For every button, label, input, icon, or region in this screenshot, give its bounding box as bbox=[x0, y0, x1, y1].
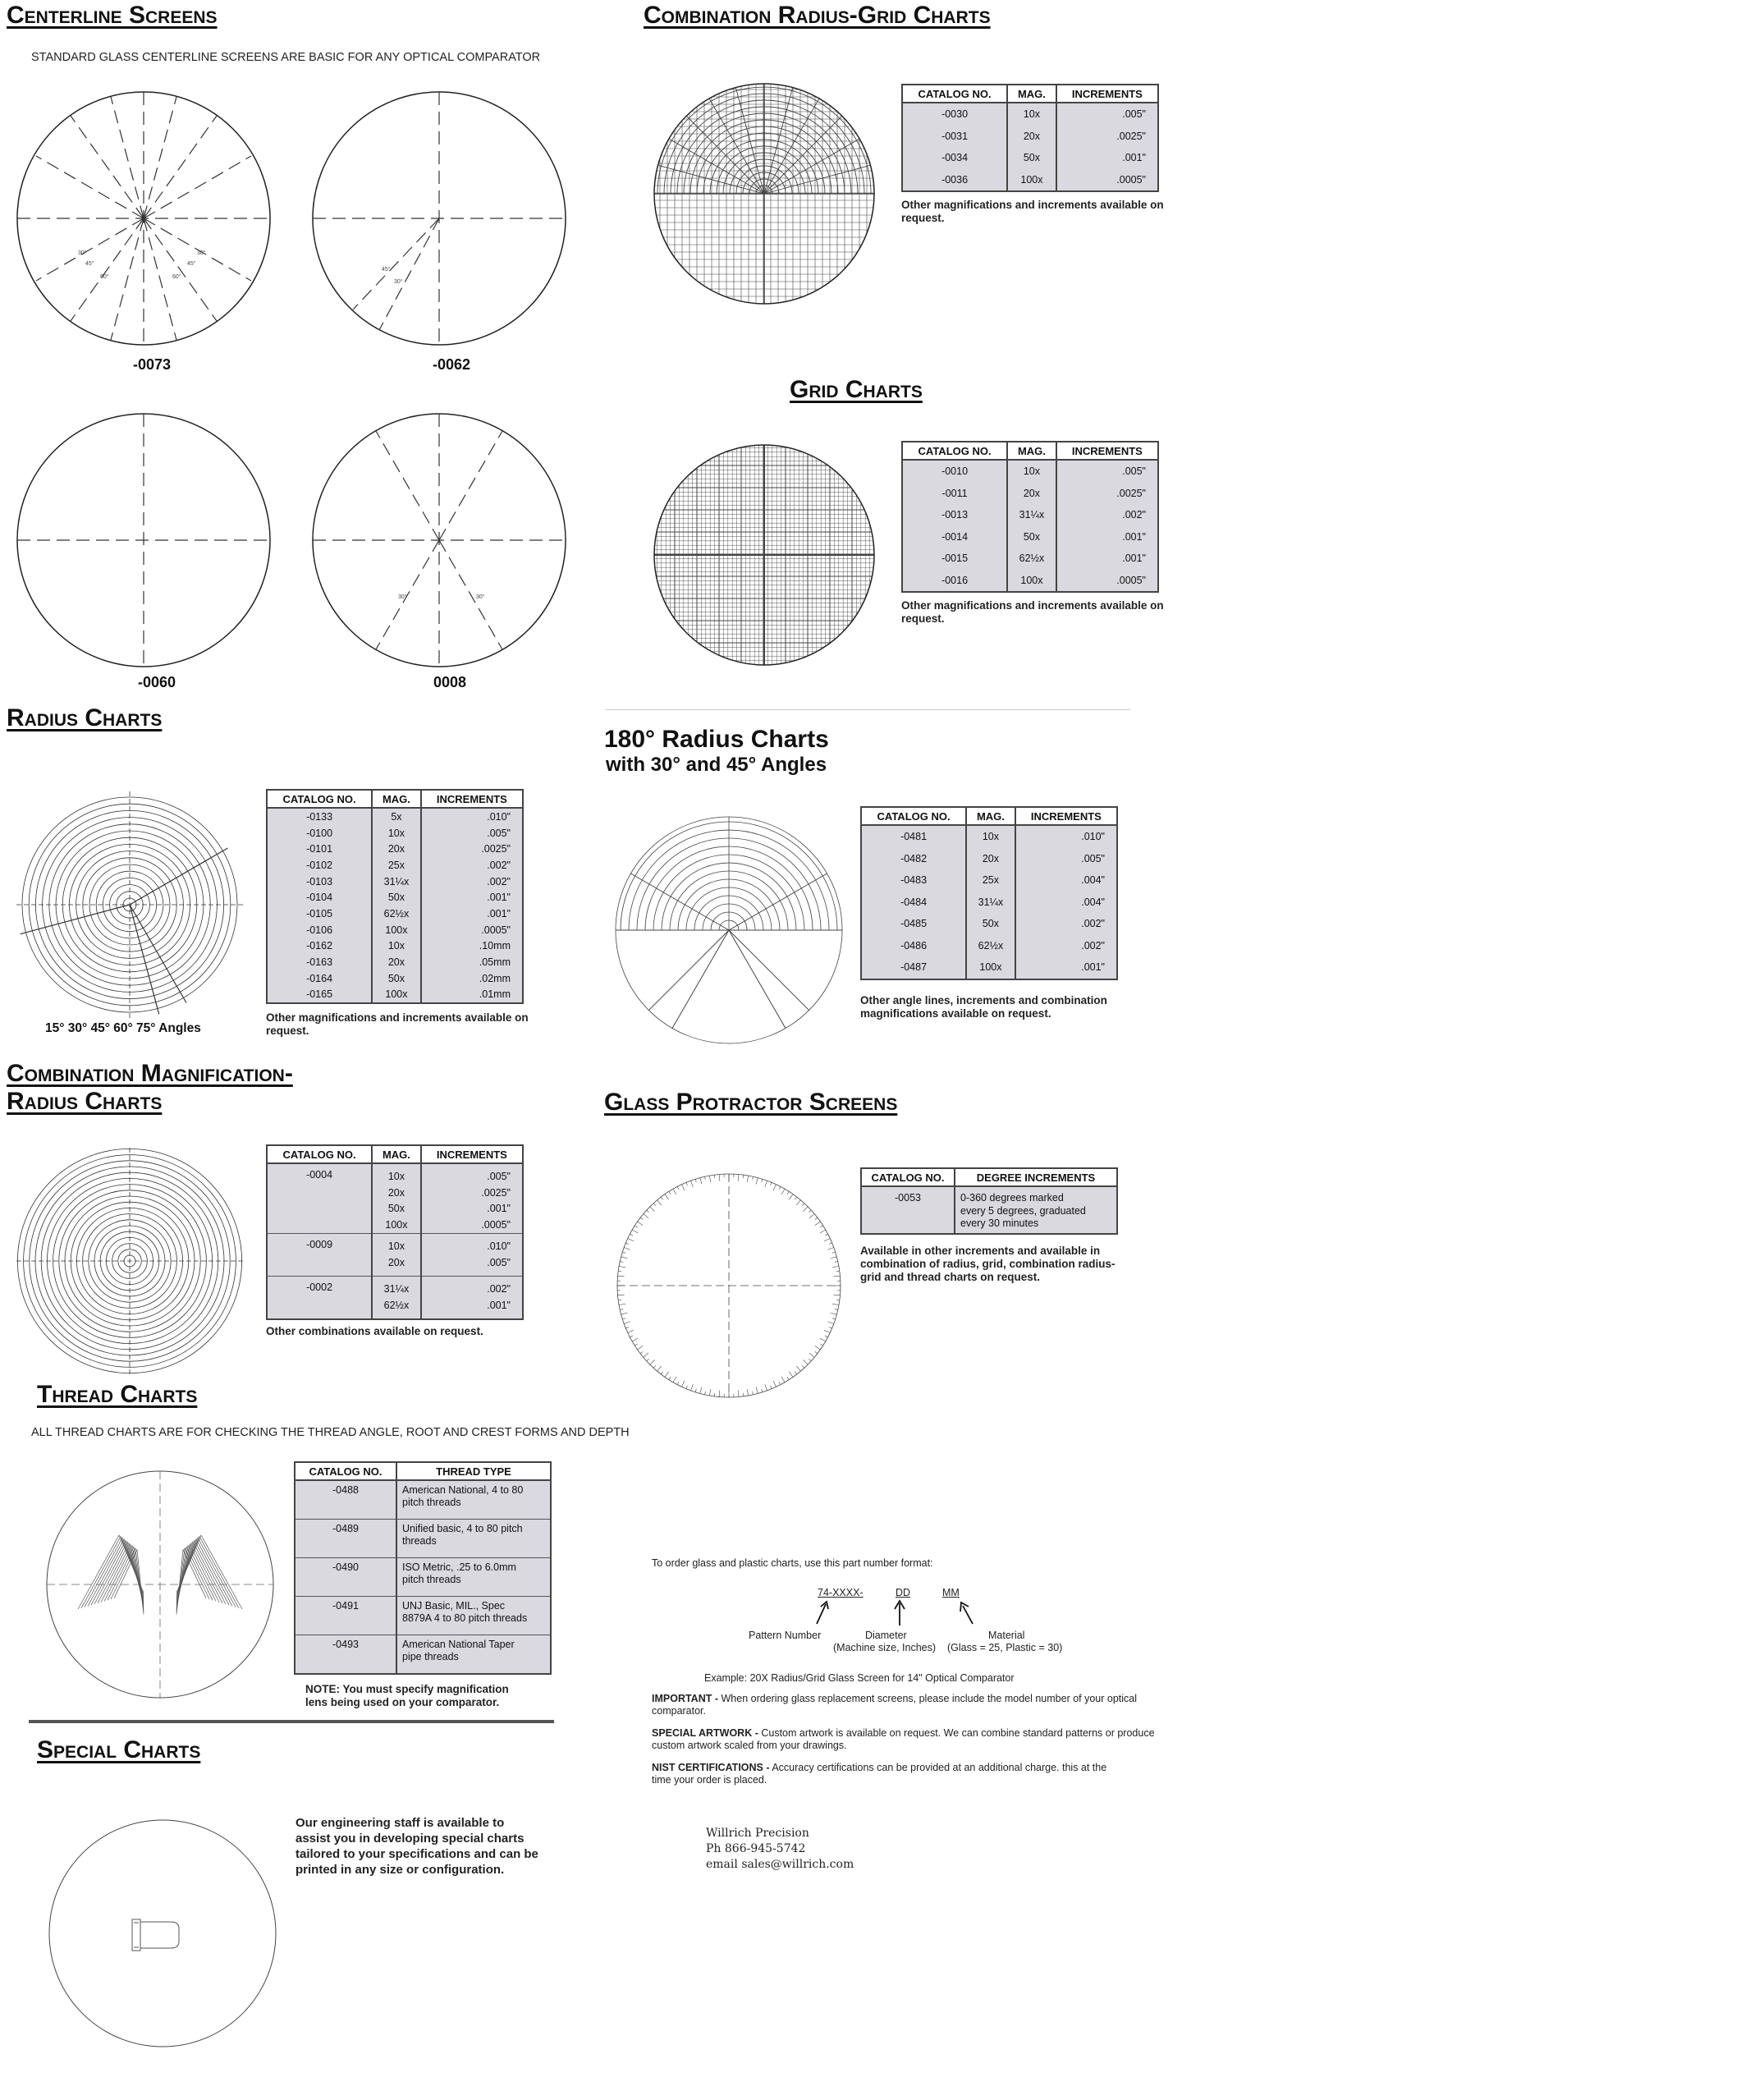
col-catalog: CATALOG NO. bbox=[861, 807, 966, 825]
mag: 20x bbox=[1007, 483, 1056, 505]
increment: .10mm bbox=[421, 938, 523, 955]
material-sub: (Glass = 25, Plastic = 30) bbox=[947, 1642, 1063, 1653]
catalog-no: -0004 bbox=[267, 1163, 372, 1234]
increment: .004" bbox=[1015, 892, 1117, 914]
thread-intro: ALL THREAD CHARTS ARE FOR CHECKING THE THREAD ANGLE, ROOT AND CREST FORMS AND DEPTH bbox=[31, 1426, 630, 1439]
catalog-no: -0031 bbox=[902, 126, 1007, 148]
order-intro: To order glass and plastic charts, use this part number format: bbox=[652, 1557, 933, 1569]
thread-type bbox=[396, 1520, 551, 1558]
increment: .001" bbox=[1056, 526, 1158, 548]
catalog-no: -0036 bbox=[902, 169, 1007, 192]
table-row bbox=[267, 1163, 523, 1234]
table-row bbox=[267, 906, 523, 922]
increment: .05mm bbox=[421, 954, 523, 970]
desc-line: every 30 minutes bbox=[960, 1217, 1039, 1229]
catalog-no: -0483 bbox=[861, 869, 966, 892]
mag: 20x bbox=[1007, 126, 1056, 148]
diameter-label: Diameter bbox=[865, 1630, 907, 1641]
mag: 100x bbox=[966, 956, 1015, 979]
mag: 5x bbox=[372, 808, 421, 825]
increment: .005" bbox=[1056, 460, 1158, 483]
mag-list bbox=[372, 1234, 421, 1277]
table-row bbox=[267, 987, 523, 1004]
label-0008: 0008 bbox=[433, 674, 467, 690]
grid-chart-figure bbox=[653, 443, 899, 690]
table-row bbox=[267, 938, 523, 955]
thread-type-line: pipe threads bbox=[402, 1651, 459, 1662]
mag: 50x bbox=[966, 913, 1015, 935]
table-row bbox=[267, 970, 523, 987]
catalog-no: -0101 bbox=[267, 841, 372, 857]
radius-angles-caption: 15° 30° 45° 60° 75° Angles bbox=[45, 1021, 201, 1035]
mag: 10x bbox=[387, 1240, 405, 1252]
mag: 100x bbox=[1007, 570, 1056, 593]
increment: .001" bbox=[421, 889, 523, 906]
increment: .0025" bbox=[1056, 126, 1158, 148]
thread-type-line: 8879A 4 to 80 pitch threads bbox=[402, 1612, 528, 1624]
col-mag: MAG. bbox=[1007, 442, 1056, 460]
mag: 25x bbox=[372, 857, 421, 873]
table-row bbox=[267, 873, 523, 890]
table-row bbox=[267, 857, 523, 873]
thread-type-line: pitch threads bbox=[402, 1497, 461, 1508]
increment: .004" bbox=[1015, 869, 1117, 892]
increment: .0005" bbox=[481, 1218, 511, 1231]
table-row bbox=[295, 1558, 551, 1597]
order-arrows bbox=[804, 1599, 1010, 1632]
increment: .005" bbox=[421, 825, 523, 841]
protractor-note: Available in other increments and available in combination of radius, grid, combination radius-grid and thread charts on request. bbox=[860, 1245, 1116, 1283]
catalog-no: -0487 bbox=[861, 956, 966, 979]
thread-type-line: Unified basic, 4 to 80 pitch bbox=[402, 1523, 523, 1534]
mag: 50x bbox=[372, 970, 421, 987]
mag: 31¼x bbox=[383, 1283, 410, 1295]
combo-mag-figure bbox=[16, 1148, 263, 1394]
increment: .001" bbox=[487, 1299, 511, 1311]
phone[interactable]: Ph 866-945-5742 bbox=[706, 1842, 806, 1855]
table-row bbox=[861, 825, 1117, 848]
mag: 20x bbox=[387, 1256, 405, 1268]
important-text: When ordering glass replacement screens, please include the model number of your optical comparator. bbox=[652, 1693, 1138, 1717]
col-catalog: CATALOG NO. bbox=[267, 790, 372, 808]
svg-text:60°: 60° bbox=[172, 274, 181, 280]
part-dd: DD bbox=[896, 1587, 911, 1598]
divider bbox=[29, 1720, 554, 1723]
email[interactable]: email sales@willrich.com bbox=[706, 1858, 854, 1871]
thread-type bbox=[396, 1558, 551, 1597]
svg-text:60°: 60° bbox=[100, 274, 109, 280]
catalog-no: -0011 bbox=[902, 483, 1007, 505]
table-row bbox=[295, 1635, 551, 1675]
increment: .001" bbox=[1056, 147, 1158, 169]
degree-desc bbox=[955, 1186, 1117, 1234]
catalog-no: -0030 bbox=[902, 103, 1007, 126]
grid-charts-table bbox=[901, 441, 1159, 593]
increment: .0025" bbox=[481, 1186, 511, 1199]
increment: .002" bbox=[1056, 504, 1158, 526]
catalog-no: -0104 bbox=[267, 889, 372, 906]
grid-charts-note: Other magnifications and increments available on request. bbox=[901, 599, 1164, 625]
mag: 10x bbox=[1007, 103, 1056, 126]
table-row bbox=[267, 841, 523, 857]
increment: .0025" bbox=[1056, 483, 1158, 505]
col-catalog: CATALOG NO. bbox=[902, 442, 1007, 460]
protractor-table bbox=[860, 1167, 1118, 1235]
mag: 50x bbox=[1007, 147, 1056, 169]
protractor-heading: Glass Protractor Screens bbox=[604, 1089, 898, 1116]
radius-charts-note: Other magnifications and increments available on request. bbox=[266, 1011, 529, 1037]
combo-mag-heading-line2: Radius Charts bbox=[7, 1088, 163, 1115]
special-figure bbox=[48, 1818, 294, 2065]
increment: .001" bbox=[1056, 548, 1158, 570]
increment: .01mm bbox=[421, 987, 523, 1004]
radius180-figure bbox=[614, 815, 860, 1061]
table-row bbox=[902, 126, 1158, 148]
table-row bbox=[267, 954, 523, 970]
catalog-no: -0053 bbox=[861, 1186, 955, 1234]
divider bbox=[605, 709, 1130, 710]
catalog-no: -0002 bbox=[267, 1277, 372, 1320]
catalog-no: -0162 bbox=[267, 938, 372, 955]
increment: .010" bbox=[1015, 825, 1117, 848]
svg-text:30°: 30° bbox=[476, 594, 485, 600]
col-thread-type: THREAD TYPE bbox=[396, 1462, 551, 1480]
combo-radius-grid-figure bbox=[653, 82, 899, 328]
radius-chart-figure bbox=[16, 791, 263, 1038]
grid-charts-heading: Grid Charts bbox=[790, 376, 923, 403]
protractor-figure bbox=[616, 1172, 862, 1419]
table-row bbox=[267, 825, 523, 841]
mag-list bbox=[372, 1277, 421, 1320]
special-heading: Special Charts bbox=[37, 1736, 201, 1763]
artwork-label: SPECIAL ARTWORK - bbox=[652, 1727, 758, 1739]
col-mag: MAG. bbox=[966, 807, 1015, 825]
svg-text:30°: 30° bbox=[398, 594, 407, 600]
table-row bbox=[902, 526, 1158, 548]
nist-block bbox=[652, 1762, 1111, 1786]
label-0073: -0073 bbox=[133, 356, 172, 373]
part-number: 74-XXXX- bbox=[818, 1587, 864, 1598]
increment: .002" bbox=[421, 873, 523, 890]
label-0062: -0062 bbox=[433, 356, 471, 373]
thread-type bbox=[396, 1635, 551, 1675]
increment: .005" bbox=[1015, 848, 1117, 870]
table-row bbox=[267, 808, 523, 825]
catalog-no: -0485 bbox=[861, 913, 966, 935]
label-0060: -0060 bbox=[138, 674, 176, 690]
order-example: Example: 20X Radius/Grid Glass Screen for 14" Optical Comparator bbox=[704, 1672, 1015, 1684]
mag: 31¼x bbox=[966, 892, 1015, 914]
table-row bbox=[902, 548, 1158, 570]
mag: 20x bbox=[372, 841, 421, 857]
mag: 20x bbox=[966, 848, 1015, 870]
catalog-no: -0482 bbox=[861, 848, 966, 870]
important-block bbox=[652, 1693, 1144, 1717]
increment: .002" bbox=[1015, 935, 1117, 957]
table-row bbox=[902, 570, 1158, 593]
mag: 10x bbox=[966, 825, 1015, 848]
thread-type-line: American National Taper bbox=[402, 1639, 515, 1650]
mag: 20x bbox=[387, 1186, 405, 1199]
catalog-no: -0491 bbox=[295, 1597, 396, 1635]
part-mm: MM bbox=[942, 1587, 960, 1598]
radius-charts-table bbox=[266, 789, 524, 1004]
catalog-no: -0015 bbox=[902, 548, 1007, 570]
mag: 20x bbox=[372, 954, 421, 970]
col-increments: INCREMENTS bbox=[1056, 85, 1158, 103]
mag: 25x bbox=[966, 869, 1015, 892]
increment: .010" bbox=[487, 1240, 511, 1252]
table-row bbox=[267, 1277, 523, 1320]
mag: 10x bbox=[387, 1171, 405, 1182]
thread-type-line: ISO Metric, .25 to 6.0mm bbox=[402, 1561, 516, 1573]
table-row bbox=[861, 913, 1117, 935]
catalog-no: -0034 bbox=[902, 147, 1007, 169]
mag: 10x bbox=[372, 938, 421, 955]
increment: .002" bbox=[487, 1283, 511, 1295]
table-row bbox=[267, 1234, 523, 1277]
table-row bbox=[902, 103, 1158, 126]
table-row bbox=[267, 922, 523, 938]
catalog-no: -0164 bbox=[267, 970, 372, 987]
increment: .002" bbox=[1015, 913, 1117, 935]
catalog-no: -0009 bbox=[267, 1234, 372, 1277]
desc-line: 0-360 degrees marked bbox=[960, 1192, 1064, 1204]
increment: .0005" bbox=[1056, 169, 1158, 192]
col-increments: INCREMENTS bbox=[421, 790, 523, 808]
table-row bbox=[861, 956, 1117, 979]
catalog-no: -0165 bbox=[267, 987, 372, 1004]
increment-list bbox=[421, 1277, 523, 1320]
nist-text: Accuracy certifications can be provided at an additional charge. this at the time your order is placed. bbox=[652, 1762, 1107, 1786]
catalog-no: -0016 bbox=[902, 570, 1007, 593]
thread-table bbox=[294, 1461, 552, 1675]
catalog-no: -0493 bbox=[295, 1635, 396, 1675]
table-row bbox=[902, 147, 1158, 169]
col-increments: INCREMENTS bbox=[421, 1145, 523, 1163]
increment: .010" bbox=[421, 808, 523, 825]
catalog-no: -0013 bbox=[902, 504, 1007, 526]
catalog-no: -0486 bbox=[861, 935, 966, 957]
increment-list bbox=[421, 1163, 523, 1234]
svg-text:45°: 45° bbox=[85, 261, 94, 267]
mag: 100x bbox=[385, 1218, 408, 1231]
centerline-heading: Centerline Screens bbox=[7, 2, 218, 29]
radius180-note: Other angle lines, increments and combination magnifications available on request. bbox=[860, 994, 1107, 1020]
thread-heading: Thread Charts bbox=[37, 1381, 198, 1408]
mag: 100x bbox=[372, 922, 421, 938]
table-row bbox=[295, 1597, 551, 1635]
increment: .001" bbox=[1015, 956, 1117, 979]
pattern-number-label: Pattern Number bbox=[749, 1630, 822, 1641]
catalog-no: -0014 bbox=[902, 526, 1007, 548]
col-catalog: CATALOG NO. bbox=[295, 1462, 396, 1480]
catalog-no: -0481 bbox=[861, 825, 966, 848]
artwork-block bbox=[652, 1727, 1161, 1752]
increment: .005" bbox=[1056, 103, 1158, 126]
svg-text:30°: 30° bbox=[394, 279, 403, 285]
mag: 100x bbox=[1007, 169, 1056, 192]
catalog-no: -0102 bbox=[267, 857, 372, 873]
catalog-no: -0489 bbox=[295, 1520, 396, 1558]
mag: 10x bbox=[1007, 460, 1056, 483]
svg-text:45°: 45° bbox=[382, 267, 391, 273]
combo-radius-grid-heading: Combination Radius-Grid Charts bbox=[644, 2, 991, 29]
col-catalog: CATALOG NO. bbox=[902, 85, 1007, 103]
contact-block bbox=[706, 1826, 854, 1873]
col-catalog: CATALOG NO. bbox=[267, 1145, 372, 1163]
catalog-no: -0105 bbox=[267, 906, 372, 922]
radius-charts-heading: Radius Charts bbox=[7, 704, 163, 731]
mag: 50x bbox=[1007, 526, 1056, 548]
thread-type-line: UNJ Basic, MIL., Spec bbox=[402, 1600, 506, 1612]
increment: .0005" bbox=[1056, 570, 1158, 593]
catalog-no: -0163 bbox=[267, 954, 372, 970]
catalog-no: -0133 bbox=[267, 808, 372, 825]
nist-label: NIST CERTIFICATIONS - bbox=[652, 1762, 770, 1773]
centerline-intro: STANDARD GLASS CENTERLINE SCREENS ARE BASIC FOR ANY OPTICAL COMPARATOR bbox=[31, 51, 541, 64]
table-row bbox=[902, 169, 1158, 192]
artwork-text: Custom artwork is available on request. We can combine standard patterns or produce custom artwork scaled from your drawings. bbox=[652, 1727, 1155, 1751]
combo-mag-table bbox=[266, 1144, 524, 1320]
mag: 62½x bbox=[966, 935, 1015, 957]
thread-type-line: threads bbox=[402, 1535, 437, 1547]
catalog-no: -0490 bbox=[295, 1558, 396, 1597]
catalog-no: -0106 bbox=[267, 922, 372, 938]
table-row bbox=[902, 483, 1158, 505]
col-catalog: CATALOG NO. bbox=[861, 1168, 955, 1186]
table-row bbox=[861, 1186, 1117, 1234]
important-label: IMPORTANT - bbox=[652, 1693, 719, 1704]
thread-type bbox=[396, 1597, 551, 1635]
desc-line: every 5 degrees, graduated bbox=[960, 1204, 1086, 1217]
table-row bbox=[861, 848, 1117, 870]
increment: .005" bbox=[487, 1256, 511, 1268]
table-row bbox=[861, 935, 1117, 957]
increment: .02mm bbox=[421, 970, 523, 987]
mag: 62½x bbox=[1007, 548, 1056, 570]
combo-mag-heading-line1: Combination Magnification- bbox=[7, 1060, 293, 1087]
svg-text:45°: 45° bbox=[187, 261, 196, 267]
diameter-sub: (Machine size, Inches) bbox=[833, 1642, 937, 1653]
increment: .002" bbox=[421, 857, 523, 873]
catalog-no: -0488 bbox=[295, 1480, 396, 1520]
table-row bbox=[902, 460, 1158, 483]
increment: .0025" bbox=[421, 841, 523, 857]
mag: 62½x bbox=[383, 1299, 410, 1311]
col-mag: MAG. bbox=[372, 1145, 421, 1163]
mag: 62½x bbox=[372, 906, 421, 922]
increment-list bbox=[421, 1234, 523, 1277]
mag: 31¼x bbox=[1007, 504, 1056, 526]
combo-radius-grid-table bbox=[901, 84, 1159, 192]
thread-note: NOTE: You must specify magnification lens being used on your comparator. bbox=[305, 1683, 509, 1708]
mag: 10x bbox=[372, 825, 421, 841]
col-increments: INCREMENTS bbox=[1056, 442, 1158, 460]
catalog-no: -0103 bbox=[267, 873, 372, 890]
svg-text:30°: 30° bbox=[197, 250, 206, 256]
svg-text:30°: 30° bbox=[78, 250, 87, 256]
col-mag: MAG. bbox=[372, 790, 421, 808]
increment: .001" bbox=[421, 906, 523, 922]
mag: 50x bbox=[387, 1203, 405, 1214]
catalog-no: -0010 bbox=[902, 460, 1007, 483]
table-row bbox=[295, 1520, 551, 1558]
combo-radius-grid-note: Other magnifications and increments available on request. bbox=[901, 199, 1164, 224]
radius180-subheading: with 30° and 45° Angles bbox=[606, 754, 827, 776]
radius180-table bbox=[860, 806, 1118, 980]
company-name: Willrich Precision bbox=[706, 1827, 809, 1840]
table-row bbox=[267, 889, 523, 906]
col-increments: INCREMENTS bbox=[1015, 807, 1117, 825]
increment: .0005" bbox=[421, 922, 523, 938]
catalog-no: -0484 bbox=[861, 892, 966, 914]
table-row bbox=[861, 892, 1117, 914]
increment: .001" bbox=[487, 1203, 511, 1214]
table-row bbox=[902, 504, 1158, 526]
increment: .005" bbox=[487, 1171, 511, 1182]
mag: 31¼x bbox=[372, 873, 421, 890]
thread-type bbox=[396, 1480, 551, 1520]
col-degree-increments: DEGREE INCREMENTS bbox=[955, 1168, 1117, 1186]
catalog-no: -0100 bbox=[267, 825, 372, 841]
mag: 100x bbox=[372, 987, 421, 1004]
table-row bbox=[295, 1480, 551, 1520]
table-row bbox=[861, 869, 1117, 892]
mag: 50x bbox=[372, 889, 421, 906]
thread-type-line: American National, 4 to 80 bbox=[402, 1484, 524, 1496]
material-label: Material bbox=[988, 1630, 1025, 1641]
radius180-heading: 180° Radius Charts bbox=[604, 726, 829, 753]
col-mag: MAG. bbox=[1007, 85, 1056, 103]
thread-figure bbox=[45, 1470, 291, 1716]
thread-type-line: pitch threads bbox=[402, 1574, 461, 1585]
special-text: Our engineering staff is available to assist you in developing special charts tailored to your specifications and can be printed in any size or configuration. bbox=[295, 1816, 538, 1877]
combo-mag-note: Other combinations available on request. bbox=[266, 1325, 483, 1337]
mag-list bbox=[372, 1163, 421, 1234]
